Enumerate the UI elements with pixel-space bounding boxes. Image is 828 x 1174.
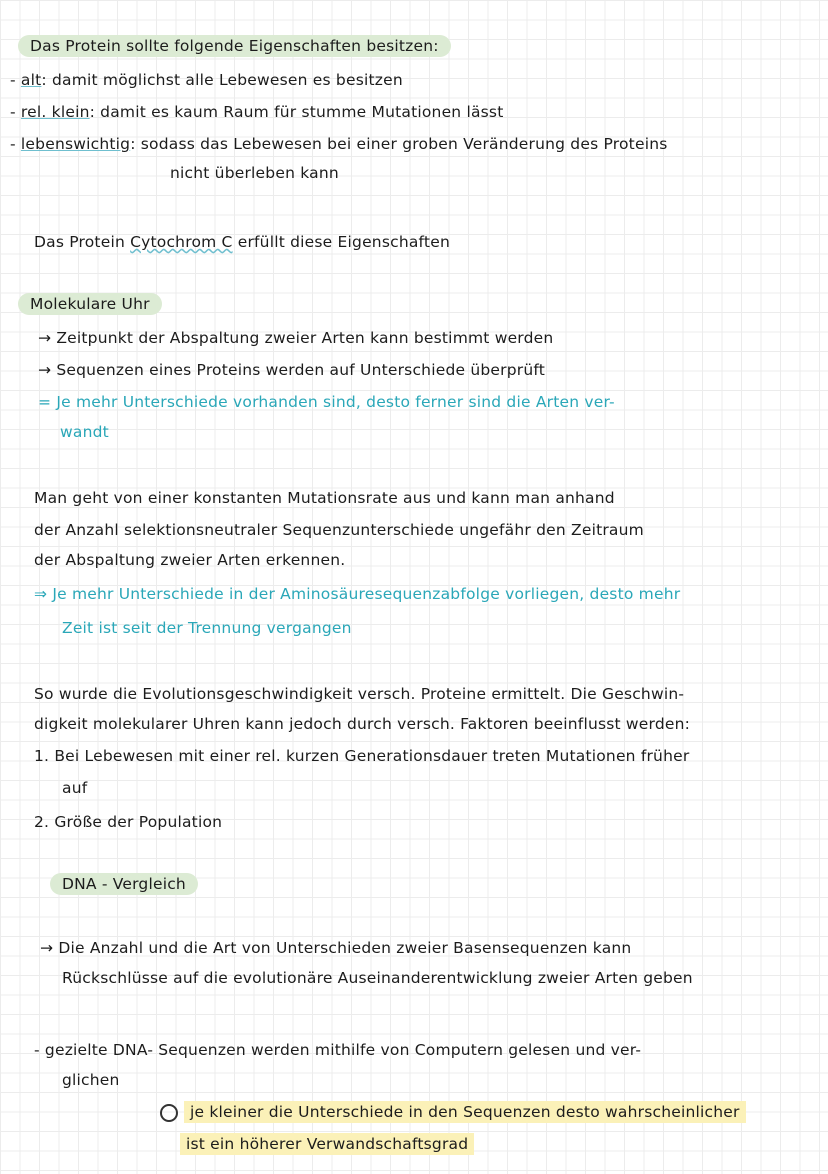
dna-dash-line1: - gezielte DNA- Sequenzen werden mithilfe von Computern gelesen und ver- (34, 1041, 642, 1059)
uhr-conclusion-line2: wandt (60, 423, 109, 441)
section-heading-protein-properties: Das Protein sollte folgende Eigenschaften besitzen: (18, 36, 451, 56)
note-line2: ist ein höherer Verwandschaftsgrad (180, 1134, 474, 1154)
mutation-conclusion-line1: ⇒ Je mehr Unterschiede in der Aminosäuresequenzabfolge vorliegen, desto mehr (34, 585, 681, 603)
uhr-arrow-1: → Zeitpunkt der Abspaltung zweier Arten kann bestimmt werden (38, 329, 554, 347)
evolution-speed-line1: So wurde die Evolutionsgeschwindigkeit versch. Proteine ermittelt. Die Geschwin- (34, 685, 685, 703)
dna-arrow-line2: Rückschlüsse auf die evolutionäre Auseinanderentwicklung zweier Arten geben (62, 969, 693, 987)
property-item-klein: - rel. klein: damit es kaum Raum für stumme Mutationen lässt (10, 103, 504, 121)
mutation-conclusion-line2: Zeit ist seit der Trennung vergangen (62, 619, 352, 637)
factor-item-1-line1: 1. Bei Lebewesen mit einer rel. kurzen Generationsdauer treten Mutationen früher (34, 747, 690, 765)
uhr-arrow-2: → Sequenzen eines Proteins werden auf Unterschiede überprüft (38, 361, 546, 379)
factor-item-1-line2: auf (62, 779, 88, 797)
factor-item-2: 2. Größe der Population (34, 813, 223, 831)
dna-dash-line2: glichen (62, 1071, 120, 1089)
property-item-alt: - alt: damit möglichst alle Lebewesen es besitzen (10, 71, 403, 89)
mutation-paragraph-line1: Man geht von einer konstanten Mutationsrate aus und kann man anhand (34, 489, 615, 507)
property-item-lebenswichtig-cont: nicht überleben kann (170, 164, 339, 182)
property-item-lebenswichtig: - lebenswichtig: sodass das Lebewesen bei einer groben Veränderung des Proteins (10, 135, 668, 153)
uhr-conclusion-line1: = Je mehr Unterschiede vorhanden sind, desto ferner sind die Arten ver- (38, 393, 615, 411)
mutation-paragraph-line2: der Anzahl selektionsneutraler Sequenzunterschiede ungefähr den Zeitraum (34, 521, 644, 539)
section-heading-molekulare-uhr: Molekulare Uhr (18, 294, 162, 314)
mutation-paragraph-line3: der Abspaltung zweier Arten erkennen. (34, 551, 346, 569)
section-heading-dna-vergleich: DNA - Vergleich (50, 874, 198, 894)
evolution-speed-line2: digkeit molekularer Uhren kann jedoch durch versch. Faktoren beeinflusst werden: (34, 715, 691, 733)
cytochrom-line: Das Protein Cytochrom C erfüllt diese Eigenschaften (34, 233, 450, 251)
lightbulb-icon (160, 1104, 178, 1122)
dna-arrow-line1: → Die Anzahl und die Art von Unterschieden zweier Basensequenzen kann (40, 939, 632, 957)
note-line1: je kleiner die Unterschiede in den Sequenzen desto wahrscheinlicher (160, 1102, 746, 1122)
